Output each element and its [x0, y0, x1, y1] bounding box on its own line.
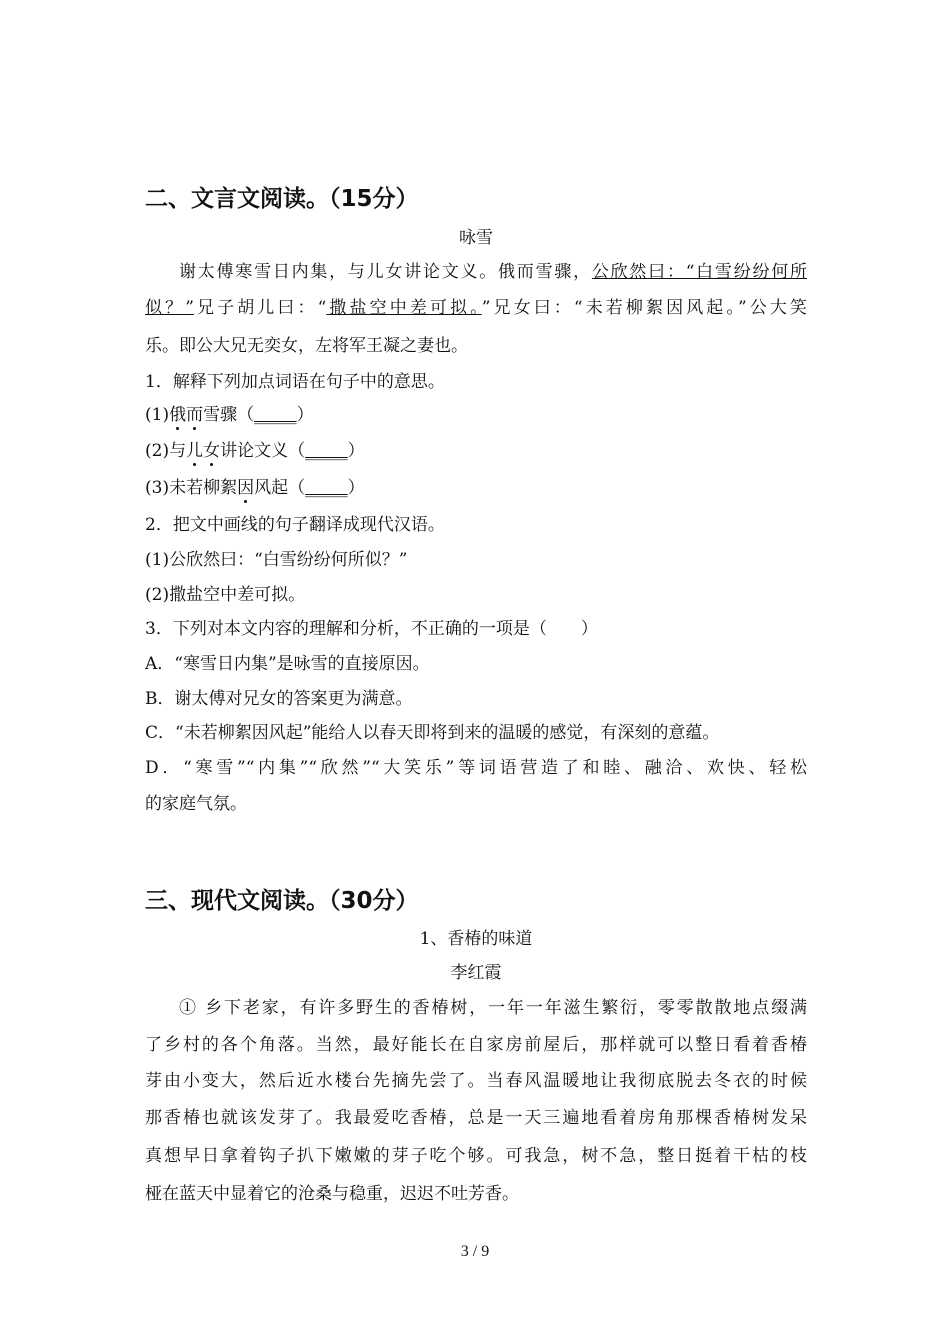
item-prefix: (2)与: [145, 441, 187, 461]
article-title: 1、香椿的味道: [419, 929, 533, 949]
classical-para-line-1: [179, 257, 807, 282]
article-author: 李红霞: [450, 963, 502, 983]
item-text: 讲论文义（: [220, 441, 306, 461]
item-text: 风起（: [254, 478, 306, 498]
para-text: 兄子胡儿曰：“: [193, 298, 327, 318]
underlined-sentence-2: 撒盐空中差可拟。: [326, 298, 482, 318]
dotted-char: 而: [186, 405, 204, 425]
underlined-sentence-1: 公欣然曰：“白雪纷纷何所: [591, 262, 807, 282]
question-2-item-1: (1)公欣然曰：“白雪纷纷何所似？”: [145, 550, 408, 570]
question-1-item-2: [145, 436, 365, 461]
article-line-5: 真想早日拿着钩子扒下嫩嫩的芽子吃个够。可我急，树不急，整日挺着干枯的枝: [145, 1146, 807, 1166]
section3-heading: 三、现代文阅读。（30分）: [145, 888, 419, 914]
question-3-option-d-cont: 的家庭气氛。: [145, 794, 247, 814]
article-line-1: ① 乡下老家，有许多野生的香椿树，一年一年滋生繁衍，零零散散地点缀满: [179, 998, 807, 1018]
question-1-title: 1．解释下列加点词语在句子中的意思。: [145, 372, 445, 392]
question-3-option-c: C．“未若柳絮因风起”能给人以春天即将到来的温暖的感觉，有深刻的意蕴。: [145, 723, 720, 743]
article-line-2: 了乡村的各个角落。当然，最好能长在自家房前屋后，那样就可以整日看着香椿: [145, 1035, 807, 1055]
dotted-char: 因: [237, 478, 255, 498]
question-2-item-2: (2)撒盐空中差可拟。: [145, 585, 306, 605]
article-line-3: 芽由小变大，然后近水楼台先摘先尝了。当春风温暖地让我彻底脱去冬衣的时候: [145, 1071, 807, 1091]
answer-blank[interactable]: _____: [305, 441, 348, 461]
answer-blank[interactable]: _____: [305, 478, 348, 498]
item-text: 雪骤（: [203, 405, 255, 425]
question-3-option-d: D．“寒雪”“内集”“欣然”“大笑乐”等词语营造了和睦、融洽、欢快、轻松: [145, 758, 807, 778]
dotted-char: 女: [203, 441, 221, 461]
question-1-item-3: [145, 473, 365, 498]
question-2-title: 2．把文中画线的句子翻译成现代汉语。: [145, 515, 445, 535]
item-prefix: (1): [145, 405, 170, 425]
classical-para-line-3: 乐。即公大兄无奕女，左将军王凝之妻也。: [145, 336, 468, 356]
poem-title: 咏雪: [459, 228, 493, 248]
article-line-4: 那香椿也就该发芽了。我最爱吃香椿，总是一天三遍地看着房角那棵香椿树发呆: [145, 1108, 807, 1128]
classical-para-line-2: [145, 293, 807, 318]
dotted-char: 俄: [169, 405, 187, 425]
para-text: ”兄女曰：“未若柳絮因风起。”公大笑: [481, 298, 807, 318]
underlined-sentence-1-end: 似？”: [145, 298, 194, 318]
bracket: ）: [347, 478, 365, 498]
question-1-item-1: [145, 400, 314, 425]
section2-heading: 二、文言文阅读。（15分）: [145, 186, 419, 212]
bracket: ）: [296, 405, 314, 425]
dotted-char: 儿: [186, 441, 204, 461]
para-text: 谢太傅寒雪日内集，与儿女讲论文义。俄而雪骤，: [179, 262, 592, 282]
question-3-option-b: B．谢太傅对兄女的答案更为满意。: [145, 689, 413, 709]
item-prefix: (3)未若柳絮: [145, 478, 238, 498]
question-3-title: 3．下列对本文内容的理解和分析，不正确的一项是（ ）: [145, 619, 598, 639]
page-number: 3 / 9: [460, 1243, 490, 1260]
answer-blank[interactable]: _____: [254, 405, 297, 425]
article-line-6: 桠在蓝天中显着它的沧桑与稳重，迟迟不吐芳香。: [145, 1184, 519, 1204]
bracket: ）: [347, 441, 365, 461]
question-3-option-a: A．“寒雪日内集”是咏雪的直接原因。: [145, 654, 430, 674]
